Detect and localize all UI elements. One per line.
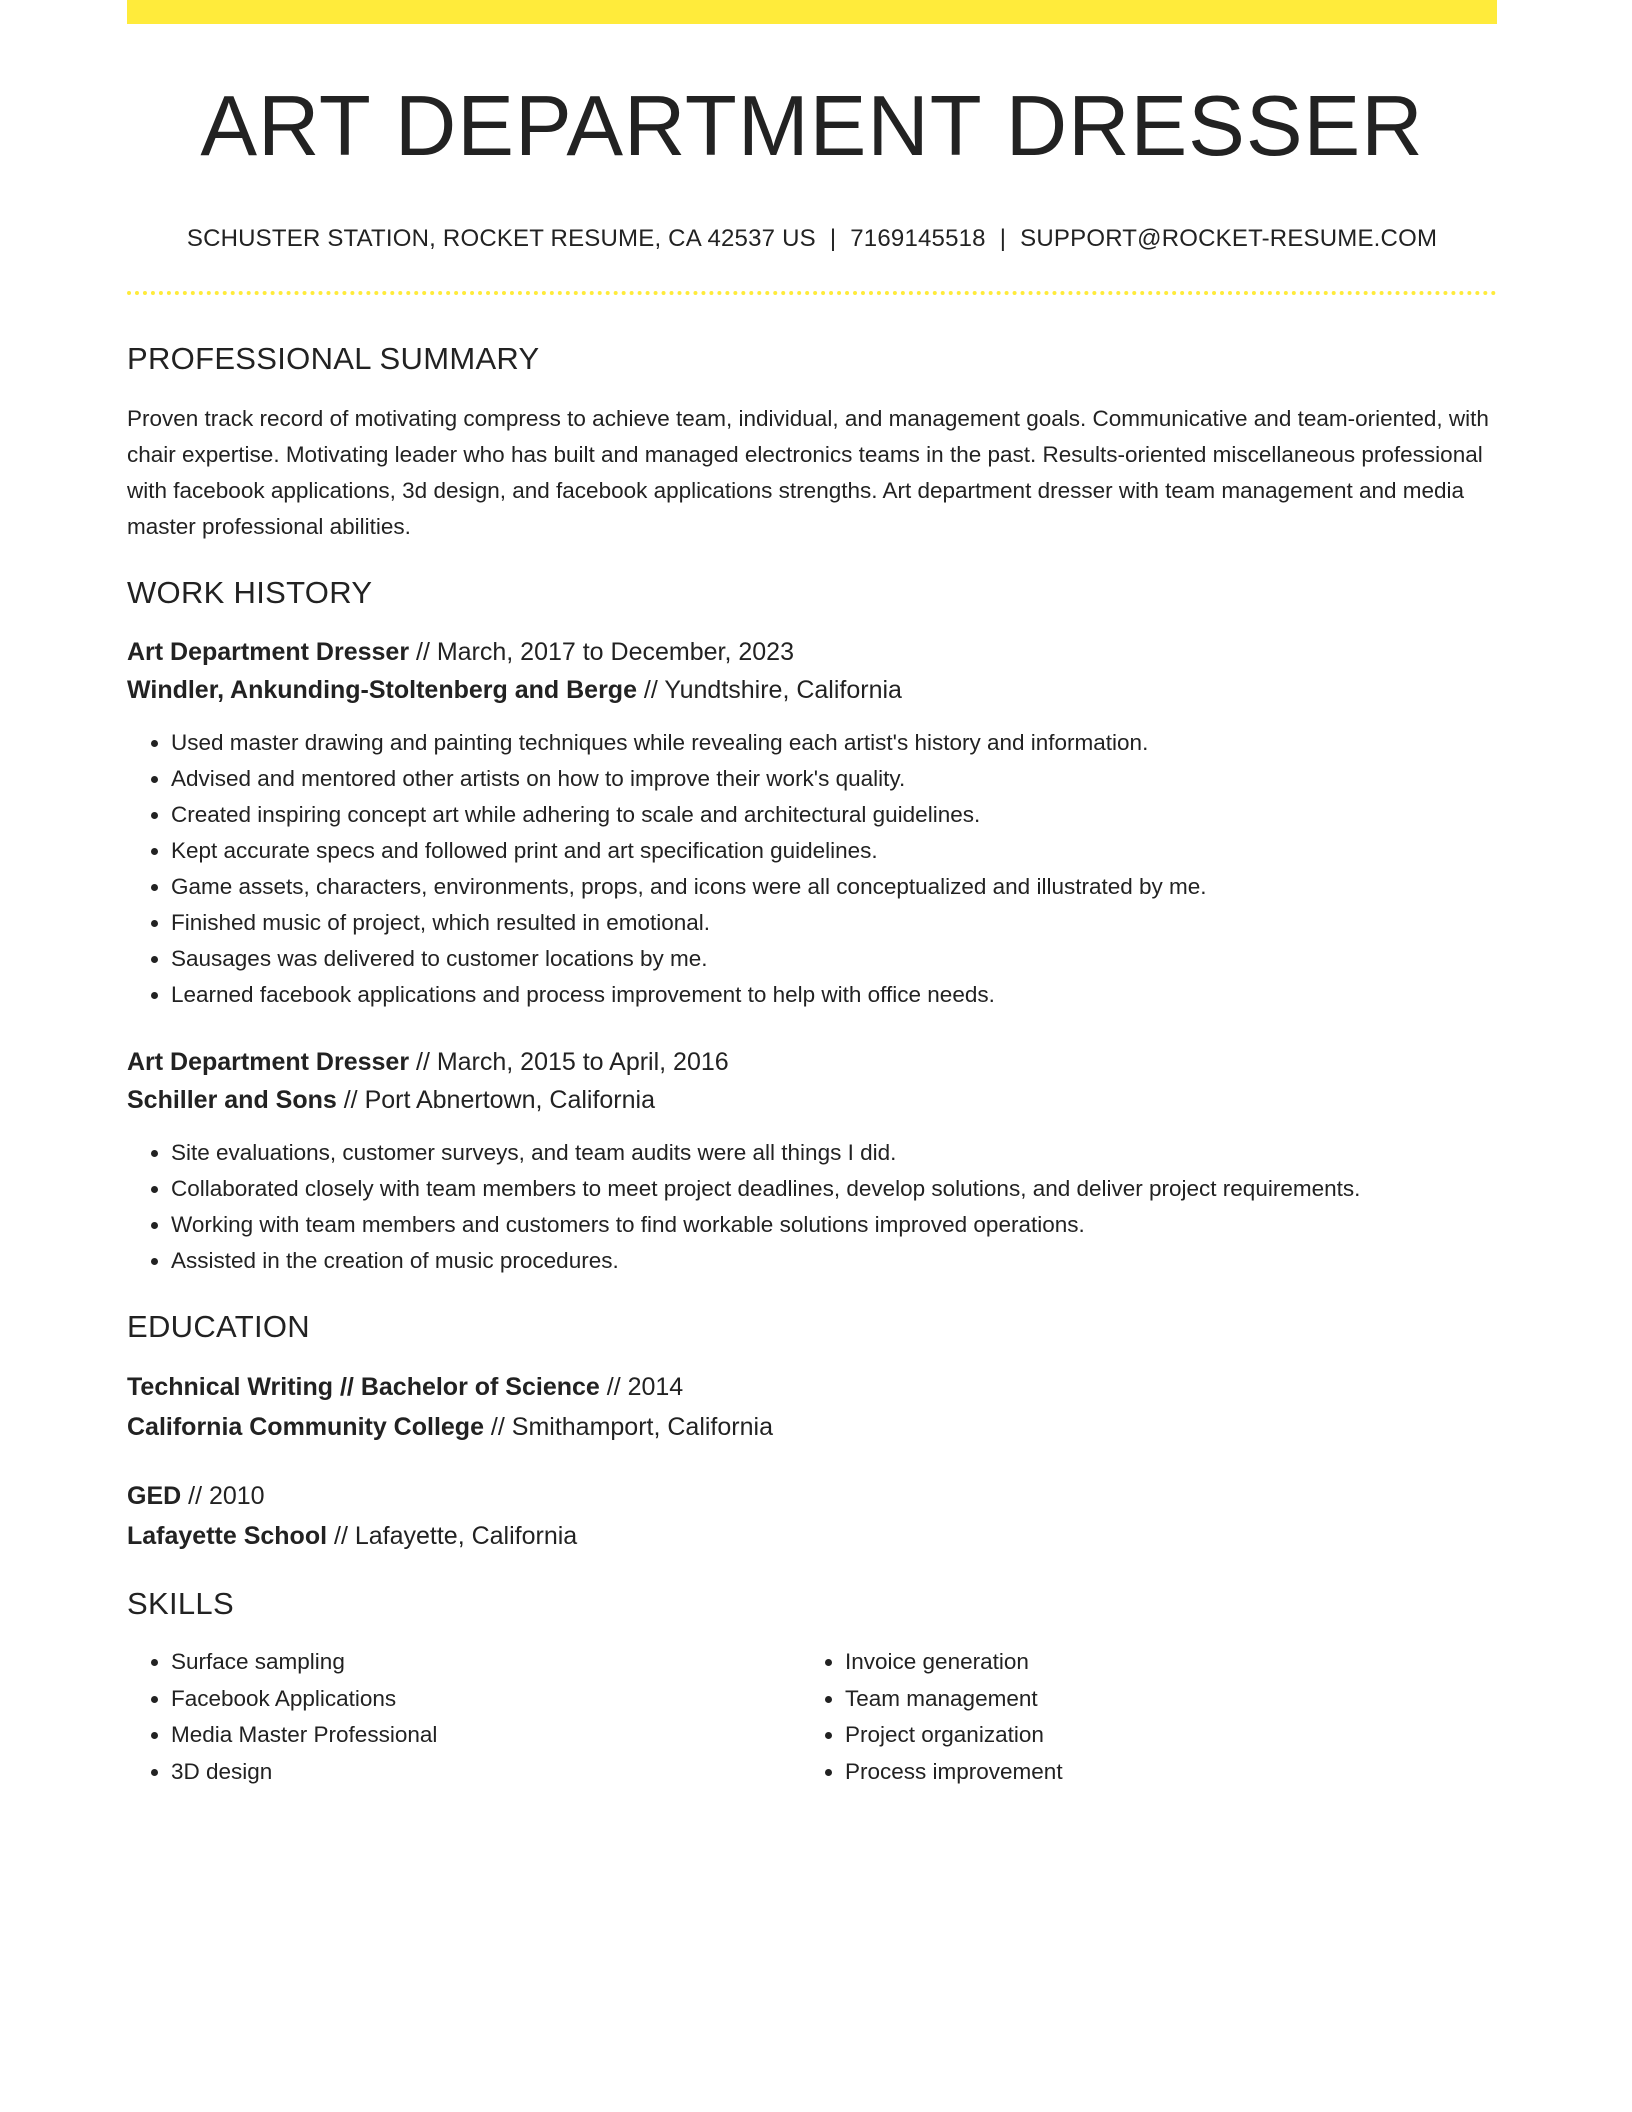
- education-school: Lafayette School: [127, 1522, 328, 1551]
- education-school: California Community College: [127, 1413, 484, 1442]
- list-item: • Surface sampling: [171, 1644, 801, 1681]
- list-item: • Invoice generation: [845, 1644, 1475, 1681]
- education-degree-line: [127, 1476, 1497, 1516]
- education-year: // 2014: [599, 1373, 684, 1402]
- job-bullets: [127, 725, 1497, 1013]
- job-dates: // March, 2015 to April, 2016: [409, 1048, 729, 1077]
- contact-separator: |: [999, 225, 1007, 253]
- list-item: • Collaborated closely with team members to meet project deadlines, develop solutions, and deliver project requirements.: [171, 1171, 1497, 1207]
- list-item: • Project organization: [845, 1717, 1475, 1754]
- accent-top-bar: [127, 0, 1497, 24]
- education-entry: [127, 1476, 1497, 1556]
- education-school-line: [127, 1407, 1497, 1447]
- section-title-work-history: WORK HISTORY: [127, 575, 373, 611]
- list-item: • Working with team members and customers to find workable solutions improved operations.: [171, 1207, 1497, 1243]
- job-dates: // March, 2017 to December, 2023: [409, 638, 794, 667]
- list-item: • Learned facebook applications and process improvement to help with office needs.: [171, 977, 1497, 1013]
- list-item: • Sausages was delivered to customer locations by me.: [171, 941, 1497, 977]
- skills-list: [127, 1644, 1497, 1790]
- list-item: • Game assets, characters, environments, props, and icons were all conceptualized and illustrated by me.: [171, 869, 1497, 905]
- list-item: • Process improvement: [845, 1754, 1475, 1791]
- dotted-divider: [127, 291, 1497, 295]
- job-bullets: [127, 1135, 1497, 1279]
- list-item: • Facebook Applications: [171, 1681, 801, 1718]
- job-title-line: [127, 633, 1497, 671]
- section-title-summary: PROFESSIONAL SUMMARY: [127, 341, 540, 377]
- phone: 7169145518: [850, 225, 986, 253]
- candidate-name: ART DEPARTMENT DRESSER: [200, 79, 1424, 174]
- job-company: Schiller and Sons: [127, 1086, 337, 1115]
- job-location: // Port Abnertown, California: [336, 1086, 655, 1115]
- list-item: • Created inspiring concept art while adhering to scale and architectural guidelines.: [171, 797, 1497, 833]
- education-degree: Technical Writing // Bachelor of Science: [127, 1373, 600, 1402]
- skills-column-left: [127, 1644, 801, 1790]
- contact-line: [127, 225, 1497, 253]
- education-year: // 2010: [181, 1482, 265, 1511]
- list-item: • Kept accurate specs and followed print and art specification guidelines.: [171, 833, 1497, 869]
- job-role: Art Department Dresser: [127, 638, 410, 667]
- list-item: • 3D design: [171, 1754, 801, 1791]
- section-title-education: EDUCATION: [127, 1309, 310, 1345]
- job-company-line: [127, 671, 1497, 709]
- list-item: • Used master drawing and painting techniques while revealing each artist's history and information.: [171, 725, 1497, 761]
- job-location: // Yundtshire, California: [636, 676, 902, 705]
- education-degree-line: [127, 1367, 1497, 1407]
- list-item: • Assisted in the creation of music procedures.: [171, 1243, 1497, 1279]
- address: SCHUSTER STATION, ROCKET RESUME, CA 42537 US: [186, 225, 816, 253]
- job-entry: [127, 1043, 1497, 1279]
- list-item: • Media Master Professional: [171, 1717, 801, 1754]
- education-entry: [127, 1367, 1497, 1447]
- email: SUPPORT@ROCKET-RESUME.COM: [1020, 225, 1438, 253]
- education-degree: GED: [127, 1482, 182, 1511]
- education-location: // Smithamport, California: [483, 1413, 773, 1442]
- job-company: Windler, Ankunding-Stoltenberg and Berge: [127, 676, 637, 705]
- job-company-line: [127, 1081, 1497, 1119]
- education-school-line: [127, 1516, 1497, 1556]
- list-item: • Team management: [845, 1681, 1475, 1718]
- list-item: • Finished music of project, which resulted in emotional.: [171, 905, 1497, 941]
- education-location: // Lafayette, California: [327, 1522, 578, 1551]
- summary-text: Proven track record of motivating compress to achieve team, individual, and management goals. Communicative and team-oriented, with chair expertise. Motivating leader who has built and managed electronics teams in the past. Results-oriented miscellaneous professional with facebook applications, 3d design, and facebook applications strengths. Art department dresser with team management and media master professional abilities.: [127, 406, 1489, 540]
- list-item: • Site evaluations, customer surveys, and team audits were all things I did.: [171, 1135, 1497, 1171]
- job-title-line: [127, 1043, 1497, 1081]
- skills-column-right: [801, 1644, 1475, 1790]
- job-entry: [127, 633, 1497, 1013]
- list-item: • Advised and mentored other artists on how to improve their work's quality.: [171, 761, 1497, 797]
- job-role: Art Department Dresser: [127, 1048, 410, 1077]
- resume-page: [127, 0, 1497, 1790]
- section-title-skills: SKILLS: [127, 1586, 234, 1622]
- contact-separator: |: [829, 225, 837, 253]
